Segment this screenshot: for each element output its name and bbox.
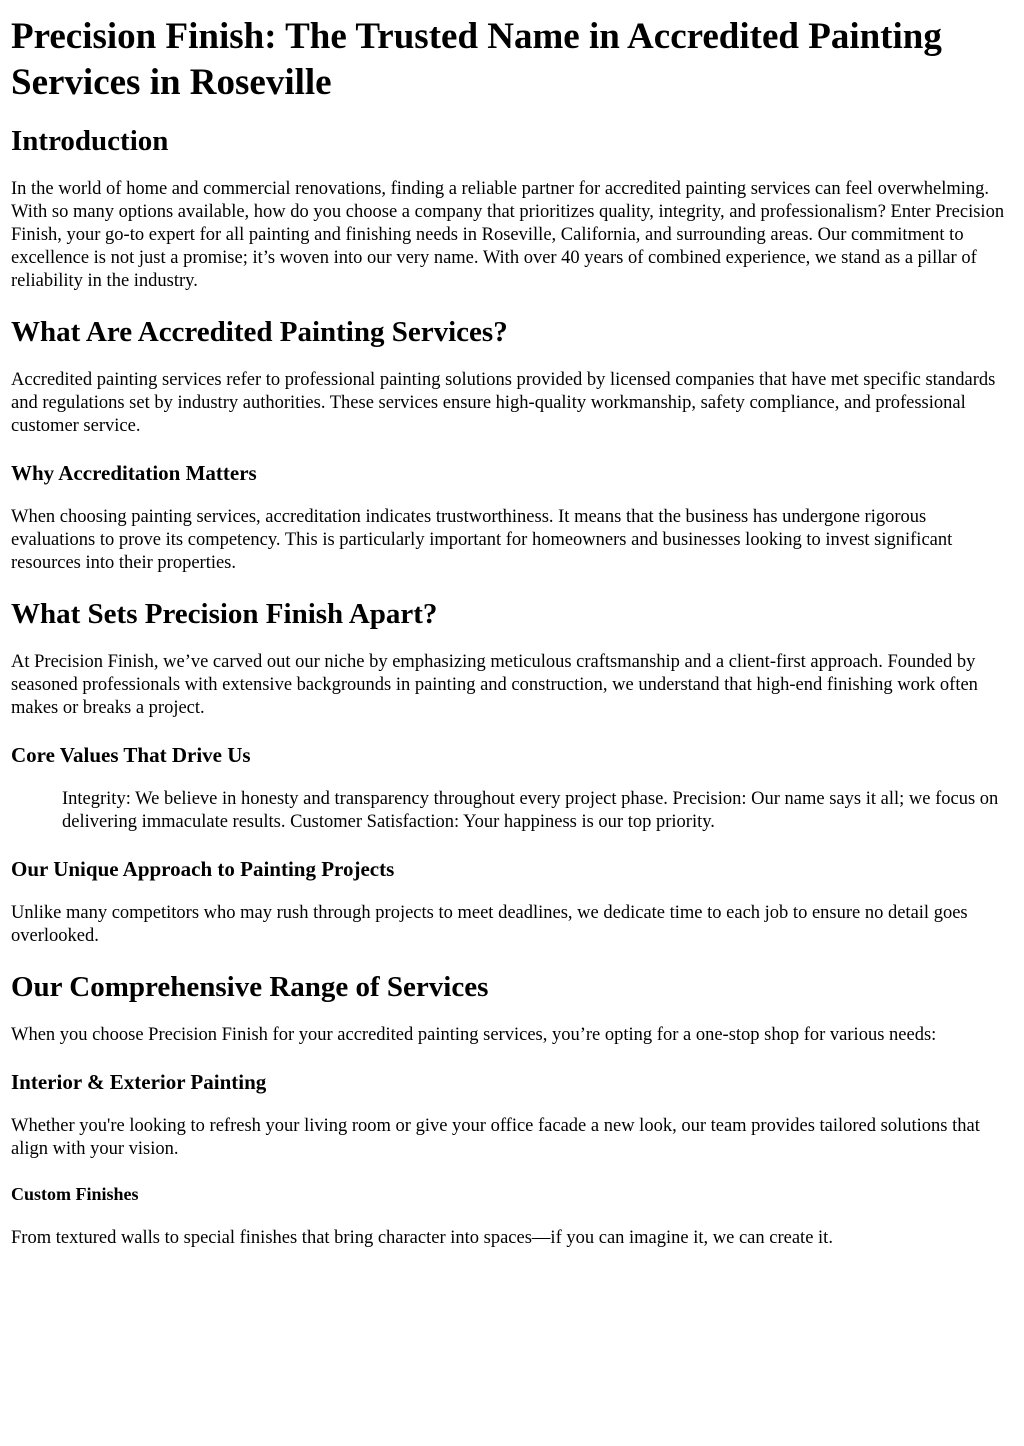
section-what-are (11, 315, 1013, 575)
sets-apart-heading: What Sets Precision Finish Apart? (11, 598, 438, 630)
what-are-heading: What Are Accredited Painting Services? (11, 316, 508, 348)
approach-paragraph: Unlike many competitors who may rush through projects to meet deadlines, we dedicate time to each job to ensure no detail goes overlooked. (11, 903, 968, 946)
why-matters-paragraph: When choosing painting services, accreditation indicates trustworthiness. It means that the business has undergone rigorous evaluations to prove its competency. This is particularly important for homeowners and businesses looking to invest significant resources into their properties. (11, 507, 953, 573)
services-paragraph: When you choose Precision Finish for your accredited painting services, you’re opting for a one-stop shop for various needs: (11, 1025, 937, 1045)
services-heading: Our Comprehensive Range of Services (11, 971, 489, 1003)
section-services (11, 970, 1013, 1250)
page-title: Precision Finish: The Trusted Name in Accredited Painting Services in Roseville (11, 16, 942, 103)
section-sets-apart (11, 597, 1013, 948)
introduction-heading: Introduction (11, 125, 169, 157)
section-introduction (11, 124, 1013, 293)
what-are-paragraph: Accredited painting services refer to professional painting solutions provided by licensed companies that have met specific standards and regulations set by industry authorities. These services ensure high-quality workmanship, safety compliance, and professional customer service. (11, 370, 996, 436)
custom-finishes-heading: Custom Finishes (11, 1184, 139, 1204)
sets-apart-paragraph: At Precision Finish, we’ve carved out our niche by emphasizing meticulous craftsmanship and a client-first approach. Founded by seasoned professionals with extensive backgrounds in painting and construction, we understand that high-end finishing work often makes or breaks a project. (11, 652, 978, 718)
introduction-paragraph: In the world of home and commercial renovations, finding a reliable partner for accredited painting services can feel overwhelming. With so many options available, how do you choose a company that prioritizes quality, integrity, and professionalism? Enter Precision Finish, your go-to expert for all painting and finishing needs in Roseville, California, and surrounding areas. Our commitment to excellence is not just a promise; it’s woven into our very name. With over 40 years of combined experience, we stand as a pillar of reliability in the industry. (11, 179, 1005, 291)
interior-exterior-heading: Interior & Exterior Painting (11, 1070, 267, 1094)
core-values-heading: Core Values That Drive Us (11, 743, 251, 767)
interior-exterior-paragraph: Whether you're looking to refresh your living room or give your office facade a new look, our team provides tailored solutions that align with your vision. (11, 1116, 980, 1159)
approach-heading: Our Unique Approach to Painting Projects (11, 857, 395, 881)
custom-finishes-paragraph: From textured walls to special finishes that bring character into spaces—if you can imagine it, we can create it. (11, 1228, 833, 1248)
why-matters-heading: Why Accreditation Matters (11, 461, 257, 485)
core-values-quote: Integrity: We believe in honesty and transparency throughout every project phase. Precision: Our name says it all; we focus on delivering immaculate results. Customer Satisfaction: Your happiness is our top priority. (62, 789, 999, 832)
article (11, 14, 1013, 1250)
